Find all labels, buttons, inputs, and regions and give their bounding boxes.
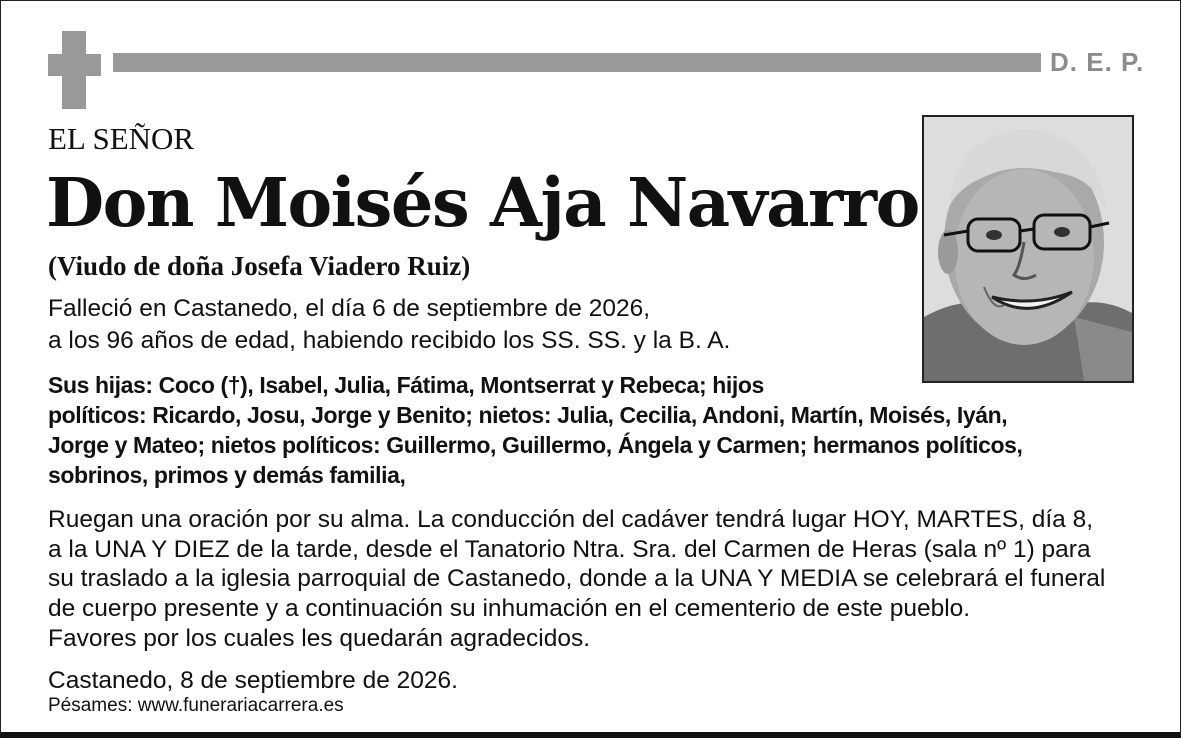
header-rule (113, 53, 1041, 72)
place-date: Castanedo, 8 de septiembre de 2026. (48, 667, 458, 694)
portrait-image (924, 117, 1132, 381)
family-line: Jorge y Mateo; nietos políticos: Guillermo, Guillermo, Ángela y Carmen; hermanos políticos, (48, 432, 1023, 458)
ceremony-line: a la UNA Y DIEZ de la tarde, desde el Tanatorio Ntra. Sra. del Carmen de Heras (sala nº 1) para (48, 536, 1091, 563)
ceremony-line: de cuerpo presente y a continuación su inhumación en el cementerio de este pueblo. (48, 595, 971, 622)
condolences-link[interactable]: Pésames: www.funerariacarrera.es (48, 695, 344, 716)
ceremony-line: Ruegan una oración por su alma. La conducción del cadáver tendrá lugar HOY, MARTES, día 8, (48, 506, 1094, 533)
dep-label: D. E. P. (1050, 47, 1145, 77)
death-info-line: Falleció en Castanedo, el día 6 de septiembre de 2026, (48, 295, 651, 322)
honorific-label: EL SEÑOR (48, 121, 195, 156)
portrait-photo (922, 115, 1134, 383)
ceremony-line: su traslado a la iglesia parroquial de Castanedo, donde a la UNA Y MEDIA se celebrará el funeral (48, 565, 1106, 592)
family-line: políticos: Ricardo, Josu, Jorge y Benito; nietos: Julia, Cecilia, Andoni, Martín, Moisés, Iyán, (48, 402, 1008, 428)
widow-note: (Viudo de doña Josefa Viadero Ruiz) (48, 251, 471, 281)
cross-icon (48, 31, 101, 109)
deceased-name: Don Moisés Aja Navarro (46, 163, 919, 242)
ceremony-line: Favores por los cuales les quedarán agradecidos. (48, 625, 591, 652)
death-info-line: a los 96 años de edad, habiendo recibido los SS. SS. y la B. A. (48, 327, 731, 354)
family-line: Sus hijas: Coco (†), Isabel, Julia, Fátima, Montserrat y Rebeca; hijos (48, 372, 764, 398)
family-line: sobrinos, primos y demás familia, (48, 462, 406, 488)
